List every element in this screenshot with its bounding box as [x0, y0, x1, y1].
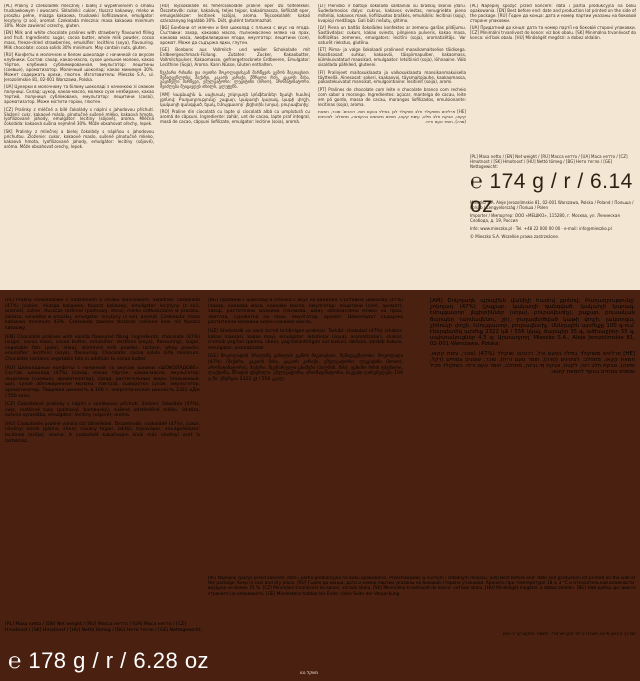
- bottom-ingredients-column-3: [430, 298, 635, 568]
- ingredient-paragraph: [PL] Praliny czekoladowe z nadzieniem o smaku waniliowym. Składniki: czekolada (47%) (cukier, miazga kakaowa, tłuszcz kakaowy, emulgator: lecytyny (z soi), aromat), cukier, tłuszcze roślinne (palmowy, shea), mleko odtłuszczone w proszku, laktoza, serwatka w proszku, emulgator: lecytyny (z soi), aromat. Czekolada: masa kakaowa minimum 43%. Czekolada zawiera tłuszcze roślinne inne niż tłuszcz kakaowy.: [5, 298, 200, 331]
- ingredient-paragraph: [EN] Milk and white chocolate pralines with strawberry flavoured filling and fruit. Ingredients: sugar, cocoa butter, whole milk powder, cocoa mass, freeze-dried strawberries, emulsifier: lecithins (soya), flavouring. Milk chocolate: cocoa solids 30% minimum. May contain nuts, gluten.: [4, 30, 154, 50]
- best-before-paragraph: [PL] Najlepiej spożyć przed końcem: data i partia produkcyjna na boku opakowania. Przechowywać w suchym i chłodnym miejscu. [EN] Best before end: date and production lot printed on the side of the package. Keep in cool and dry place. [RU] Годен до конца: дата и номер партии указаны на боковой стороне упаковки. Хранить при температуре 18 ± 3 °C и относительной влажности воздуха не более 75 %. [CZ] Minimální trvanlivost do konce: viz bok obalu. [SK] Minimálna trvanlivosť do konca: viď bok obalu. [HU] Minőségét megőrzi: a doboz oldalán. [BG] Най-добър до: вижте страната на опаковката. [GE] Mindestens haltbar bis Ende: siehe Seite der Verpackung.: [208, 576, 636, 597]
- footer-code: משקל נטו: [300, 670, 319, 675]
- ingredient-paragraph: [HE] פרלינים משוקולד חלב ושוקולד לבן במילוי בטעם תות. רכיבים: סוכר, חמאת קקאו, אבקת חלב מלא, עיסת קקאו, תותים מיובשים בהקפאה, מתחלב: לציטינים (סויה), חומר טעם וריח.: [318, 109, 466, 124]
- ingredient-paragraph: [LT] Pieniško ir baltojo šokolado saldainiai su braškių skonio įdaru. Sudedamosios dalys: cukrus, kakavos sviestas, nenugriebto pieno milteliai, kakavos masė, liofilizuotos braškės, emulsiklis: lecitinai (sojų), kvapioji medžiaga. Gali būti riešutų, glitimo.: [318, 4, 466, 23]
- top-ingredients-column-3: [318, 4, 466, 286]
- weight-text: 174 g / r / 6.14 oz: [470, 170, 633, 217]
- bottom-ingredients-column-2: [208, 298, 403, 568]
- top-info-column: [470, 4, 636, 152]
- ingredient-paragraph: [RO] Praline din ciocolată cu lapte și ciocolată albă cu umplutură cu aromă de căpșuni. Ingrediente: zahăr, unt de cacao, lapte praf integral, masă de cacao, căpșuni liofilizate, emulgator: lecitine (soia), aromă.: [160, 109, 310, 124]
- ingredient-paragraph: [RU] Шоколадные конфеты с начинкой со вкусом ванили «ШОКОЛАДОВЕ». Состав: шоколад (47%) (сахар, какао тёртое, какао-масло, эмульгатор: лецитины (соевые), ароматизатор), сахар, растительные жиры (пальмовый, ши), сухое обезжиренное молоко, лактоза, сыворотка сухая, эмульгатор, ароматизатор. Пищевая ценность в 100 г: энергетическая ценность 2322 кДж / 556 ккал.: [5, 365, 200, 399]
- ingredient-paragraph: [BG] Пралини с шоколад и плънка с вкус на ванилия. Съставки: шоколад (47%) (захар, какаова маса, какаово масло, емулгатор: лецитини (соя), аромат), захар, растителни мазнини (палмова, шеа), обезмаслено мляко на прах, лактоза, суроватка на прах, емулгатор, аромат. Шоколадът съдържа растителни мазнини освен какаово масло.: [208, 298, 403, 326]
- ingredient-paragraph: [UZ] Shokoladli va vanil ta'mli to'ldirilgan pralinlar. Tarkibi: shokolad (47%) (shakar, kakao massasi, kakao moyi, emulgator: letsitinlar (soya), aromatizator), shakar, o'simlik yog'lari (palma, shea), yog'sizlantirilgan sut kukuni, laktoza, zardob kukuni, emulgator, aromatizator.: [208, 328, 403, 351]
- bottom-best-before: [208, 576, 636, 626]
- ingredient-paragraph: [FI] Pralinjeet maitosuklaasta ja valkosuklaasta mansikanmakuisella täytteellä. Ainesosat: sokeri, kaakaovoi, täysmaitojauhe, kaakaomassa, pakastekuivatut mansikat, emulgointiaine: lesitiinit (soija), aromi.: [318, 69, 466, 85]
- ingredient-paragraph: [SK] Pralinky z mliečnej a bielej čokolády s náplňou s jahodovou príchuťou. Zloženie: cukor, kakaové maslo, sušené plnotučné mlieko, kakaová hmota, lyofilizované jahody, emulgátor: lecitíny (sójové), aróma. Môže obsahovať orechy, lepok.: [4, 128, 154, 149]
- ingredient-paragraph: [CZ] Pralinky z mléčné a bílé čokolády s náplní s jahodovou příchutí. Složení: cukr, kakaové máslo, plnotučné sušené mléko, kakaová hmota, lyofilizované jahody, emulgátor: lecitiny (sójové), aroma. Mléčná čokoláda: kakaová sušina nejméně 30%. Může obsahovat ořechy, lepek.: [4, 106, 154, 127]
- net-weight-label-top: [PL] Masa netto / [EN] Net weight / [RU] Масса нетто / [UA] Маса нетто / [CZ] Hmotnost / [SK] Hmotnosť / [HU] Nettó tömeg / [BG] Нето тегло / [GE] Nettogewicht:: [470, 154, 628, 169]
- ingredient-paragraph: [HE] פרלינים משוקולד במילוי בטעם וניל. רכיבים: שוקולד (47%) (סוכר, עיסת קקאו, חמאת קקאו, מתחלב: לציטינים (סויה), חומר טעם וריח), סוכר, שומנים צמחיים (דקל, שיאה), אבקת חלב רזה, לקטוז, אבקת מי גבינה, מתחלב, חומר טעם וריח. השוקולד מכיל שומנים צמחיים בנוסף לחמאת קקאו.: [430, 350, 635, 376]
- manufacturer-info-top: [470, 200, 636, 242]
- contact-line: Info: www.mieszko.pl · Tel. +48 22 000 00 00 · e-mail: info@mieszko.pl: [470, 226, 612, 231]
- weight-text: 178 g / r / 6.28 oz: [28, 648, 210, 673]
- ingredient-paragraph: [AM] Կաթնային և սպիտակ շոկոլադե կոնֆետներ ելակի համով լցոնով: Բաղադրությունը՝ շաքար, կակաոյի կարագ, կաթի փոշի, կակաոյի զանգված, ելակ, էմուլգատոր՝ լեցիտին (սոյա), բուրավետիչ:: [160, 91, 310, 107]
- ingredient-paragraph: [CZ] Čokoládové pralinky s náplní s vanilkovou příchutí. Složení: čokoláda (47%), cukr, rostlinné tuky (palmový, bambucký), sušené odstředěné mléko, laktóza, sušená syrovátka, emulgátor: lecitiny (sójové), aroma.: [5, 402, 200, 419]
- manufacturer-line: Mieszko S.A. Aleje Jerozolimskie 81, 02-001 Warszawa, Polska / Poland / Польша / Polsko / Lengyelország / Полша / Polen: [470, 200, 634, 210]
- hebrew-consumer-note: לצרכן: היבואן מייבא תוצרת זו לפי תקן ישראלי · לשמור במקום קריר ויבש: [502, 632, 636, 637]
- ingredient-paragraph: [HU] Csokoládés praliné vanília ízű töltelékkel. Összetevők: csokoládé (47%), cukor, növényi zsírok (pálma, shea), sovány tejpor, laktóz, tejsavópor, emulgeálószer: lecitinek (szója), aroma. A csokoládé kakaóvajon kívül más növényi zsírt is tartalmaz.: [5, 421, 200, 444]
- ingredient-paragraph: [BG] Бонбони от млечен и бял шоколад с плънка с вкус на ягода. Съставки: захар, какаово масло, пълномаслено мляко на прах, какаова маса, лиофилизирани ягоди, емулгатор: лецитини (соя), аромат. Може да съдържа ядки, глутен.: [160, 25, 310, 45]
- top-label-panel: [0, 0, 640, 290]
- ingredient-paragraph: [LV] Piena un baltās šokolādes konfektes ar zemeņu garšas pildījumu. Sastāvdaļas: cukurs, kakao sviests, pilnpiena pulveris, kakao masa, liofilizētas zemenes, emulgators: lecitīni (soja), aromatizētājs. Var saturēt riekstus, glutēnu.: [318, 25, 466, 45]
- net-weight-label-bottom: [PL] Masa netto / [EN] Net weight / [RU] Масса нетто / [UA] Маса нетто / [CZ] Hmotnost / [SK] Hmotnosť / [HU] Nettó tömeg / [BG] Нето тегло / [GE] Nettogewicht:: [5, 622, 202, 633]
- top-ingredients-column-2: [160, 4, 310, 286]
- ingredient-paragraph: [PL] Praliny z czekoladek mlecznej i białej z wypełnieniem o smaku truskawkowym i owocami. Składniki: cukier, tłuszcz kakaowy, mleko w proszku pełne, miazga kakaowa, truskawki liofilizowane, emulgator: lecytyny (z soi), aromat. Czekolada mleczna: masa kakaowa minimum 30%. Może zawierać orzechy, gluten.: [4, 4, 154, 28]
- best-before-paragraph: [UA] Придатний до кінця: дата та номер партії на боковій стороні упаковки. [CZ] Minimální trvanlivost do konce: viz bok obalu. [SK] Minimálna trvanlivosť do konca: viď bok obalu. [HU] Minőségét megőrzi: a doboz oldalán.: [470, 25, 636, 41]
- bottom-ingredients-column-1: [5, 298, 200, 614]
- ingredient-paragraph: [GE] შოკოლადის პრალინე ვანილის გემოს შიგთავსით. შემადგენლობა: შოკოლადი (47%) (შაქარი, კაკაოს მასა, კაკაოს კარაქი, ემულგატორი: ლეციტინი (სოიო), არომატიზატორი), შაქარი, მცენარეული ცხიმები (პალმის, შის), უცხიმო რძის ფხვნილი, ლაქტოზა, შრატის ფხვნილი, ემულგატორი, არომატიზატორი. საკვები ღირებულება 100 გ-ში: ენერგია 2322 კჯ / 556 კკალ.: [208, 354, 403, 382]
- ingredient-paragraph: [RU] Конфеты в молочном и белом шоколаде с начинкой со вкусом клубники. Состав: сахар, какао-масло, сухое цельное молоко, какао тёртое, клубника сублимированная, эмульгатор: лецитины (соевые), ароматизатор. Молочный шоколад: какао минимум 30%. Может содержать орехи, глютен. Изготовитель: Mieszko S.A., ul. Jerozolimskie 81, 02-001 Warszawa, Polska.: [4, 52, 154, 82]
- importer-line: Importer / Импортер: ООО «МЕШКО», 115280, г. Москва, ул. Ленинская Слобода, д. 19, Россия: [470, 213, 620, 223]
- ingredient-paragraph: [ET] Piima- ja valge šokolaadi pralineed maasikamaitselise täidisega. Koostisosad: suhkur, kakaovõi, täispiimapulber, kakaomass, külmkuivatatud maasikad, emulgaator: letsitiinid (soja), lõhnaaine. Võib sisaldada pähkleid, gluteeni.: [318, 47, 466, 68]
- estimated-sign-icon: ℮: [470, 170, 490, 193]
- ingredient-paragraph: ნუგბარი რძიანი და თეთრი შოკოლადისგან მარწყვის გემოს შიგთავსით. შემადგენლობა: შაქარი, კაკაოს კარაქი, მშრალი რძე, კაკაოს მასა, გაყინული მარწყვი, ემულგატორი: ლეციტინი (სოიო), არომატიზატორი. შეიძლება შეიცავდეს თხილს, გლუტენს.: [160, 69, 310, 90]
- net-weight-value-bottom: [8, 648, 209, 674]
- ingredient-paragraph: [PT] Pralines de chocolate com leite e chocolate branco com recheio com sabor a morango. Ingredientes: açúcar, manteiga de cacau, leite em pó gordo, massa de cacau, morangos liofilizados, emulsionante: lecitinas (soja), aroma.: [318, 86, 466, 107]
- ingredient-paragraph: [HU] Tejcsokoládé és fehércsokoládé praliné eper ízű töltelékkel. Összetevők: cukor, kakaóvaj, teljes tejpor, kakaómassza, liofilizált eper, emulgeálószer: lecitinek (szója), aroma. Tejcsokoládé: kakaó szárazanyag legalább 30%. Diót, glutént tartalmazhat.: [160, 4, 310, 23]
- top-ingredients-column-1: [4, 4, 154, 286]
- ingredient-paragraph: [UA] Цукерки в молочному та білому шоколаді з начинкою зі смаком полуниці. Склад: цукор, какао-масло, молоко сухе незбиране, какао тертий, полуниця сублімована, емульгатор: лецитини (соєві), ароматизатор. Може містити горіхи, глютен.: [4, 84, 154, 105]
- estimated-sign-icon: ℮: [8, 648, 29, 673]
- ingredient-paragraph: [AM] Շոկոլադե պրալինե վանիլի համով լցոնով: Բաղադրությունը՝ շոկոլադ (47%) (շաքար, կակաոյի զանգված, կակաոյի կարագ, էմուլգատոր՝ լեցիտիններ (սոյա), բուրավետիչ), շաքար, բուսական ճարպեր (արմավենու, շի), յուղազերծված կաթի փոշի, լակտոզա, շիճուկի փոշի, էմուլգատոր, բուրավետիչ: Սննդային արժեքը 100 գ-ում՝ էներգետիկ արժեք 2322 կՋ / 556 կկալ, ճարպեր 35 գ, ածխաջրեր 55 գ, սպիտակուցներ 4,5 գ: Արտադրող՝ Mieszko S.A., Aleje Jerozolimskie 81, 02-001 Warszawa, Polska:: [430, 298, 635, 348]
- copyright-line: © Mieszko S.A. Wszelkie prawa zastrzeżone.: [470, 234, 560, 239]
- ingredient-paragraph: [GE] Bonbons aus Vollmilch- und weißer Schokolade mit Erdbeergeschmack-Füllung. Zutaten: Zucker, Kakaobutter, Vollmilchpulver, Kakaomasse, gefriergetrocknete Erdbeeren, Emulgator: Lecithine (Soja), Aroma. Kann Nüsse, Gluten enthalten.: [160, 47, 310, 68]
- best-before-paragraph: [PL] Najlepiej spożyć przed końcem: data i partia produkcyjna na boku opakowania. [EN] Best before end: date and production lot printed on the side of the package. [RU] Годен до конца: дата и номер партии указаны на боковой стороне упаковки.: [470, 4, 636, 23]
- ingredient-paragraph: [EN] Chocolate pralines with vanilla flavoured filling. Ingredients: chocolate (47%) (sugar, cocoa mass, cocoa butter, emulsifier: lecithins (soya), flavouring), sugar, vegetable fats (palm, shea), skimmed milk powder, lactose, whey powder, emulsifier: lecithins (soya), flavouring. Chocolate: cocoa solids 43% minimum. Chocolate contains vegetable fats in addition to cocoa butter.: [5, 334, 200, 362]
